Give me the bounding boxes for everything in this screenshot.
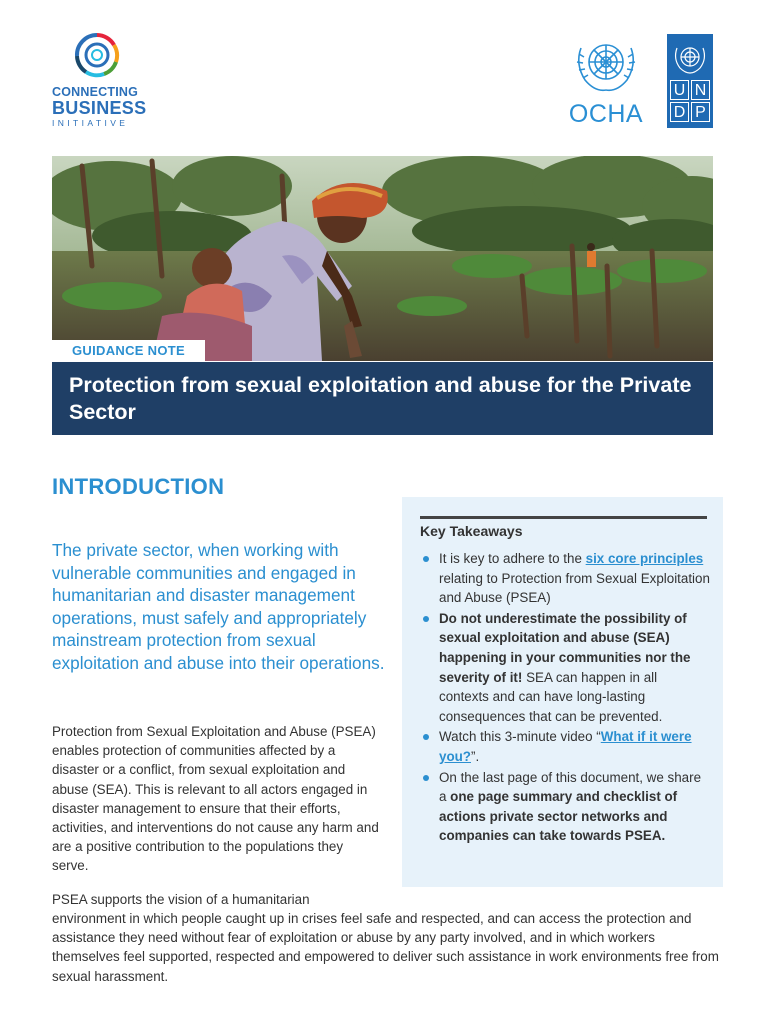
list-item <box>420 549 710 608</box>
un-emblem-icon <box>571 34 641 96</box>
cbi-ring-icon <box>74 32 120 78</box>
undp-letter-u: U <box>670 80 689 100</box>
cbi-logo-line3: INITIATIVE <box>52 118 129 128</box>
un-emblem-icon <box>672 40 708 76</box>
hero-image <box>52 156 713 361</box>
item-text: ”. <box>471 748 480 764</box>
introduction-heading: INTRODUCTION <box>52 474 225 499</box>
undp-letter-d: D <box>670 102 689 122</box>
cbi-logo-line2: BUSINESS <box>52 98 147 118</box>
key-takeaways-box <box>402 497 723 887</box>
undp-letter-p: P <box>691 102 710 122</box>
item-bold-text: Do not underestimate the possibility of sexual exploitation and abuse (SEA) happening in your communities nor the severity of it! <box>439 610 691 685</box>
bullet-icon <box>423 616 429 622</box>
document-title: Protection from sexual exploitation and abuse for the Private Sector <box>69 373 692 424</box>
title-bar <box>52 362 713 435</box>
undp-logo <box>667 34 713 128</box>
item-text: SEA can happen in all contexts and can have long-lasting consequences that can be prevented. <box>439 669 663 724</box>
hero-photo-illustration <box>52 156 713 361</box>
item-bold-text: one page summary and checklist of actions private sector networks and companies can take towards PSEA. <box>439 789 678 844</box>
lead-paragraph: The private sector, when working with vulnerable communities and engaged in humanitarian and disaster management operations, must safely and appropriately mainstream protection from sexual exploitation and abuse into their operations. <box>52 540 385 673</box>
bullet-icon <box>423 734 429 740</box>
six-core-principles-link[interactable]: six core principles <box>585 551 704 566</box>
list-item <box>420 768 710 846</box>
key-takeaways-list <box>420 549 710 847</box>
item-text: It is key to adhere to the <box>439 551 586 566</box>
list-item <box>420 727 710 766</box>
item-text: Watch this 3-minute video “ <box>439 729 601 745</box>
item-text: On the last page of this document, we share a <box>439 769 702 805</box>
undp-letter-n: N <box>691 80 710 100</box>
cbi-logo-line1: CONNECTING <box>52 85 139 99</box>
ocha-logo <box>565 34 647 130</box>
key-takeaways-title: Key Takeaways <box>420 523 523 539</box>
body-paragraph-2-rest: environment in which people caught up in crises feel safe and respected, and can access the protection and assistance they need without fear of exploitation or abuse by any party involved, and in which workers themselves feel supported, respected and empowered to deliver such assistance in work environments free from sexual harassment. <box>52 911 719 984</box>
ocha-logo-text: OCHA <box>568 100 644 128</box>
bullet-icon <box>423 775 429 781</box>
what-if-it-were-you-video-link[interactable]: What if it were you? <box>439 729 692 764</box>
item-text: relating to Protection from Sexual Exploitation and Abuse (PSEA) <box>439 570 710 606</box>
key-takeaways-rule <box>420 516 707 519</box>
body-paragraph-1: Protection from Sexual Exploitation and Abuse (PSEA) enables protection of communities affected by a disaster or a conflict, from sexual exploitation and abuse (SEA). This is relevant to all actors engaged in disaster management to ensure that their efforts, activities, and interventions do not cause any harm and are a positive contribution to the populations they serve. <box>52 724 379 874</box>
body-paragraph-2-line1: PSEA supports the vision of a humanitarian <box>52 892 310 907</box>
list-item <box>420 609 710 727</box>
bullet-icon <box>423 556 429 562</box>
guidance-note-tag: GUIDANCE NOTE <box>52 340 205 362</box>
undp-letter-grid <box>670 80 710 124</box>
